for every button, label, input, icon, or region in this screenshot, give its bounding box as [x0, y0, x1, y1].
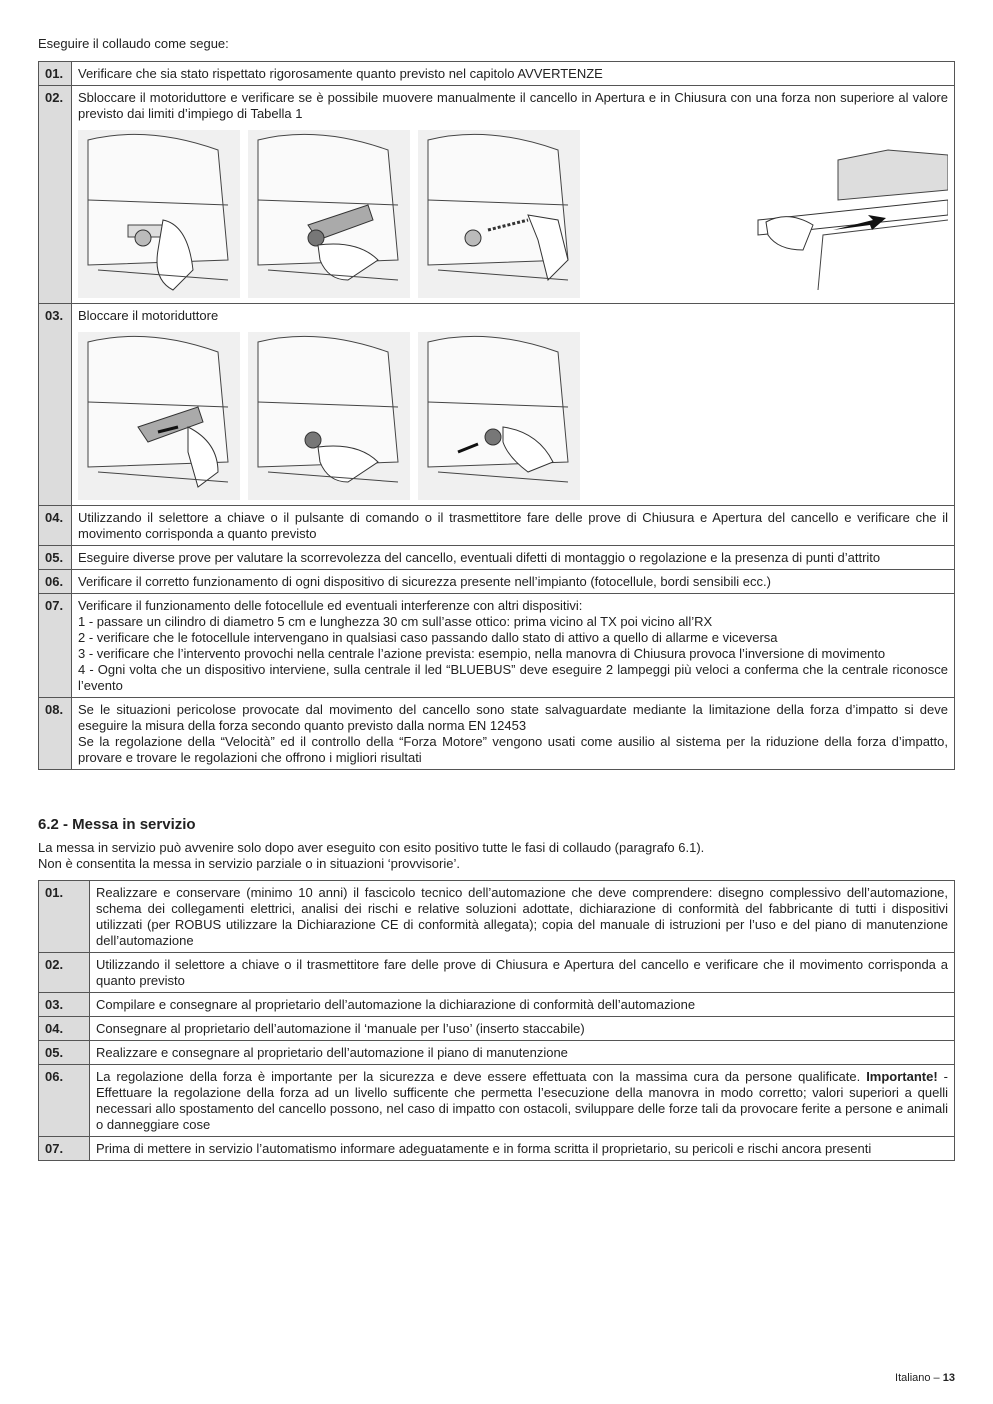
- section-intro-line: Non è consentita la messa in servizio parziale o in situazioni ‘provvisorie’.: [38, 856, 460, 871]
- table-row: [39, 881, 955, 953]
- table-row: [39, 570, 955, 594]
- step-text: [72, 304, 955, 506]
- step-text: [72, 86, 955, 304]
- table-row: [39, 1065, 955, 1137]
- step-text: [72, 698, 955, 770]
- table-row: [39, 304, 955, 506]
- step-line: Se le situazioni pericolose provocate dal movimento del cancello sono state salvaguardate mediante la limitazione della forza d’impatto si deve eseguire la misura della forza secondo quanto previsto dalla norma EN 12453: [78, 702, 948, 733]
- step-number: 04.: [39, 1017, 90, 1041]
- table-row: [39, 1041, 955, 1065]
- footer-language: Italiano –: [895, 1372, 940, 1384]
- step-text: Utilizzando il selettore a chiave o il trasmettitore fare delle prove di Chiusura e Apertura del cancello e verificare che il movimento corrisponda a quanto previsto: [90, 953, 955, 993]
- motor-lock-illustration-1: [78, 332, 240, 500]
- table-row: [39, 698, 955, 770]
- section-intro-line: La messa in servizio può avvenire solo dopo aver eseguito con esito positivo tutte le fasi di collaudo (paragrafo 6.1).: [38, 840, 705, 855]
- step-line: 2 - verificare che le fotocellule intervengano in qualsiasi caso passando dallo stato di attivo a quello di allarme e viceversa: [78, 630, 778, 645]
- servizio-table: [38, 880, 955, 1161]
- table-row: [39, 594, 955, 698]
- step-text: Eseguire diverse prove per valutare la scorrevolezza del cancello, eventuali difetti di montaggio o regolazione e la presenza di punti d’attrito: [72, 546, 955, 570]
- table-row: [39, 953, 955, 993]
- step-line: 4 - Ogni volta che un dispositivo interviene, sulla centrale il led “BLUEBUS” deve eseguire 2 lampeggi più veloci a conferma che la centrale riconosce l’evento: [78, 662, 948, 693]
- step-number: 01.: [39, 62, 72, 86]
- table-row: [39, 1017, 955, 1041]
- step-number: 04.: [39, 506, 72, 546]
- motor-unlock-illustration-2: [248, 130, 410, 298]
- lock-figures: [78, 332, 948, 500]
- table-row: [39, 62, 955, 86]
- section-intro: [38, 840, 704, 872]
- step-text: Consegnare al proprietario dell’automazione il ‘manuale per l’uso’ (inserto staccabile): [90, 1017, 955, 1041]
- step-line: Se la regolazione della “Velocità” ed il controllo della “Forza Motore” vengono usati come ausilio al sistema per la riduzione della forza d’impatto, provare e trovare le regolazioni che offrono i migliori risultati: [78, 734, 948, 765]
- motor-lock-illustration-2: [248, 332, 410, 500]
- unlock-figures: [78, 130, 948, 298]
- table-row: [39, 86, 955, 304]
- important-label: Importante!: [866, 1069, 938, 1084]
- page-footer: [895, 1372, 955, 1384]
- step-number: 07.: [39, 594, 72, 698]
- step-number: 05.: [39, 1041, 90, 1065]
- intro-text: Eseguire il collaudo come segue:: [38, 36, 229, 51]
- motor-unlock-illustration-3: [418, 130, 580, 298]
- step-line: 3 - verificare che l’intervento provochi nella centrale l’azione prevista: esempio, nella manovra di Chiusura provoca l’inversione di movimento: [78, 646, 886, 661]
- page-number: 13: [942, 1372, 955, 1384]
- table-row: [39, 1137, 955, 1161]
- step-number: 06.: [39, 1065, 90, 1137]
- step-text: Verificare che sia stato rispettato rigorosamente quanto previsto nel capitolo AVVERTENZE: [72, 62, 955, 86]
- step-text: Utilizzando il selettore a chiave o il pulsante di comando o il trasmettitore fare delle prove di Chiusura e Apertura del cancello e verificare che il movimento corrisponda a quanto previsto: [72, 506, 955, 546]
- step-text: Verificare il corretto funzionamento di ogni dispositivo di sicurezza presente nell’impianto (fotocellule, bordi sensibili ecc.): [72, 570, 955, 594]
- step-text: Compilare e consegnare al proprietario dell’automazione la dichiarazione di conformità dell’automazione: [90, 993, 955, 1017]
- step-number: 03.: [39, 304, 72, 506]
- step-number: 07.: [39, 1137, 90, 1161]
- table-row: [39, 993, 955, 1017]
- step-text-part: La regolazione della forza è importante per la sicurezza e deve essere effettuata con la massima cura da persone qualificate.: [96, 1069, 867, 1084]
- section-title: 6.2 - Messa in servizio: [38, 816, 196, 833]
- step-number: 02.: [39, 86, 72, 304]
- collaudo-table: [38, 61, 955, 770]
- step-line: Sbloccare il motoriduttore e verificare se è possibile muovere manualmente il cancello in Apertura e in Chiusura con una forza non superiore al valore previsto dai limiti d’impiego di Tabella 1: [78, 90, 948, 121]
- step-number: 01.: [39, 881, 90, 953]
- gate-push-illustration: [588, 130, 948, 298]
- step-text: Realizzare e consegnare al proprietario dell’automazione il piano di manutenzione: [90, 1041, 955, 1065]
- step-text: [72, 594, 955, 698]
- step-text: Prima di mettere in servizio l’automatismo informare adeguatamente e in forma scritta il proprietario, su pericoli e rischi ancora presenti: [90, 1137, 955, 1161]
- step-number: 06.: [39, 570, 72, 594]
- step-text: [90, 1065, 955, 1137]
- table-row: [39, 506, 955, 546]
- step-number: 08.: [39, 698, 72, 770]
- step-text: Realizzare e conservare (minimo 10 anni) il fascicolo tecnico dell’automazione che deve comprendere: disegno complessivo dell’automazione, schema dei collegamenti elettrici, analisi dei rischi e relative soluzioni adottate, dichiarazione di conformità del fabbricante di tutti i dispositivi utilizzati (per ROBUS utilizzare la Dichiarazione CE di conformità allegata); copia del manuale di istruzioni per l’uso e del piano di manutenzione dell’automazione: [90, 881, 955, 953]
- step-number: 03.: [39, 993, 90, 1017]
- motor-lock-illustration-3: [418, 332, 580, 500]
- step-number: 05.: [39, 546, 72, 570]
- table-row: [39, 546, 955, 570]
- step-line: 1 - passare un cilindro di diametro 5 cm e lunghezza 30 cm sull’asse ottico: prima vicino al TX poi vicino all’RX: [78, 614, 713, 629]
- motor-unlock-illustration-1: [78, 130, 240, 298]
- step-line: Bloccare il motoriduttore: [78, 308, 219, 323]
- step-line: Verificare il funzionamento delle fotocellule ed eventuali interferenze con altri dispositivi:: [78, 598, 583, 613]
- step-number: 02.: [39, 953, 90, 993]
- step-text-part: - Effettuare la regolazione della forza ad un livello sufficente che permetta l’esecuzione della manovra in modo corretto; valori superiori a quelli necessari allo spostamento del cancello possono, nel caso di impatto con ostacoli, sviluppare delle forze tali da provocare ferite a persone e animali o danneggiare cose: [96, 1069, 948, 1132]
